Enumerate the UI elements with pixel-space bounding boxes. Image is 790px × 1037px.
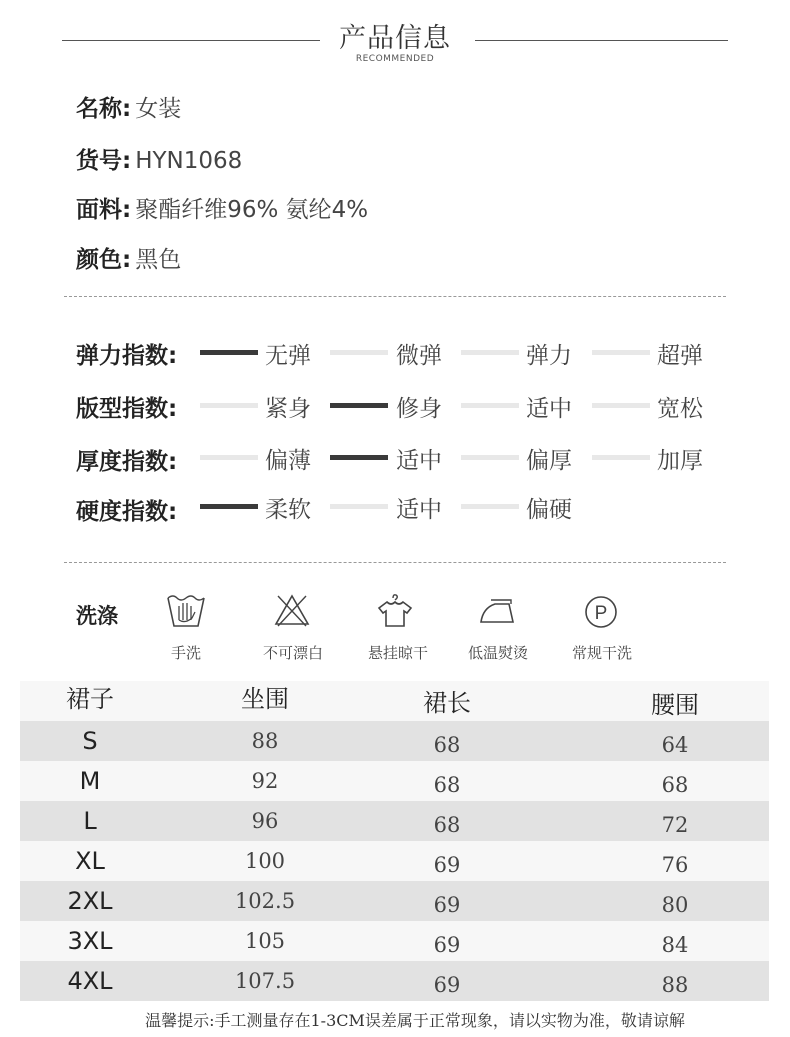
table-cell: 80 — [661, 893, 689, 917]
page-title: 产品信息 — [339, 23, 451, 54]
table-cell: 68 — [433, 813, 461, 837]
index-bar — [461, 455, 519, 460]
info-key: 名称: — [76, 96, 132, 122]
divider-bottom — [64, 562, 726, 563]
table-row — [20, 721, 769, 761]
info-key: 面料: — [76, 197, 132, 223]
wash-label: 悬挂晾干 — [367, 644, 428, 662]
index-option: 偏厚 — [526, 448, 572, 474]
table-cell: 68 — [433, 773, 461, 797]
table-header-cell: 裙长 — [423, 689, 471, 717]
table-cell: 102.5 — [234, 889, 296, 913]
svg-text:P: P — [594, 603, 608, 624]
index-bar — [461, 403, 519, 408]
table-header-cell: 裙子 — [66, 685, 114, 713]
index-option: 适中 — [526, 396, 572, 422]
info-key: 颜色: — [76, 247, 132, 273]
table-header-cell: 坐围 — [241, 685, 289, 713]
info-row-sku — [76, 142, 242, 175]
info-key: 货号: — [76, 148, 132, 174]
table-row — [20, 881, 769, 921]
washing-title: 洗涤 — [76, 604, 118, 628]
wash-label: 低温熨烫 — [467, 644, 528, 662]
page-subtitle: RECOMMENDED — [355, 54, 435, 64]
table-cell: 68 — [661, 773, 689, 797]
index-option: 加厚 — [657, 448, 703, 474]
low-iron-icon — [447, 590, 547, 630]
info-row-name — [76, 90, 181, 123]
index-option: 柔软 — [265, 497, 311, 523]
index-option: 偏硬 — [526, 497, 572, 523]
index-bar — [592, 455, 650, 460]
wash-label: 常规干洗 — [571, 644, 632, 662]
index-bar — [592, 350, 650, 355]
index-option: 超弹 — [657, 343, 703, 369]
size-cell: 2XL — [67, 887, 113, 915]
index-option: 适中 — [396, 448, 442, 474]
info-value: 聚酯纤维96% 氨纶4% — [135, 197, 369, 223]
table-cell: 69 — [433, 893, 461, 917]
table-cell: 88 — [661, 973, 689, 997]
table-cell: 96 — [251, 809, 279, 833]
size-cell: S — [82, 727, 98, 755]
table-cell: 69 — [433, 853, 461, 877]
info-value: 黑色 — [135, 247, 182, 273]
table-row — [20, 961, 769, 1001]
table-cell: 107.5 — [234, 969, 296, 993]
wash-label: 手洗 — [170, 644, 201, 662]
size-table — [20, 681, 769, 1001]
table-row — [20, 841, 769, 881]
index-option: 适中 — [396, 497, 442, 523]
table-cell: 84 — [661, 933, 689, 957]
size-cell: XL — [75, 847, 105, 875]
index-label-elasticity: 弹力指数: — [76, 343, 178, 369]
table-cell: 69 — [433, 973, 461, 997]
table-cell: 88 — [251, 729, 279, 753]
hand-wash-icon — [136, 590, 236, 630]
table-cell: 68 — [433, 733, 461, 757]
no-bleach-icon — [242, 590, 342, 630]
divider-top — [64, 296, 726, 297]
table-cell: 72 — [661, 813, 689, 837]
index-option: 宽松 — [657, 396, 703, 422]
table-row — [20, 801, 769, 841]
index-bar — [200, 403, 258, 408]
index-bar-selected — [330, 455, 388, 460]
index-bar-selected — [200, 504, 258, 509]
table-header-cell: 腰围 — [651, 691, 699, 719]
index-bar-selected — [330, 403, 388, 408]
table-cell: 100 — [244, 849, 286, 873]
size-cell: 3XL — [67, 927, 113, 955]
index-option: 偏薄 — [265, 448, 311, 474]
info-row-color — [76, 241, 181, 274]
table-cell: 69 — [433, 933, 461, 957]
table-row — [20, 761, 769, 801]
index-label-fit: 版型指数: — [76, 396, 178, 422]
table-cell: 92 — [251, 769, 279, 793]
size-cell: L — [83, 807, 97, 835]
table-header-row — [20, 681, 769, 721]
size-cell: M — [79, 767, 101, 795]
measurement-note: 温馨提示:手工测量存在1-3CM误差属于正常现象，请以实物为准，敬请谅解 — [145, 1011, 685, 1030]
table-cell: 105 — [244, 929, 286, 953]
index-option: 修身 — [396, 396, 442, 422]
info-value: 女装 — [135, 96, 182, 122]
info-row-fabric — [76, 191, 368, 224]
index-bar — [461, 350, 519, 355]
index-bar — [592, 403, 650, 408]
index-bar — [330, 504, 388, 509]
index-label-thickness: 厚度指数: — [76, 449, 178, 475]
index-option: 紧身 — [265, 396, 311, 422]
dry-clean-icon — [551, 590, 651, 630]
table-row — [20, 921, 769, 961]
index-option: 微弹 — [396, 343, 442, 369]
size-cell: 4XL — [67, 967, 113, 995]
index-option: 弹力 — [526, 343, 572, 369]
index-bar — [461, 504, 519, 509]
index-label-softness: 硬度指数: — [76, 499, 178, 525]
table-cell: 76 — [661, 853, 689, 877]
index-bar-selected — [200, 350, 258, 355]
index-option: 无弹 — [265, 343, 311, 369]
info-value: HYN1068 — [135, 148, 243, 174]
index-bar — [200, 455, 258, 460]
hang-dry-icon — [345, 590, 445, 630]
wash-label: 不可漂白 — [262, 644, 323, 662]
index-bar — [330, 350, 388, 355]
table-cell: 64 — [661, 733, 689, 757]
